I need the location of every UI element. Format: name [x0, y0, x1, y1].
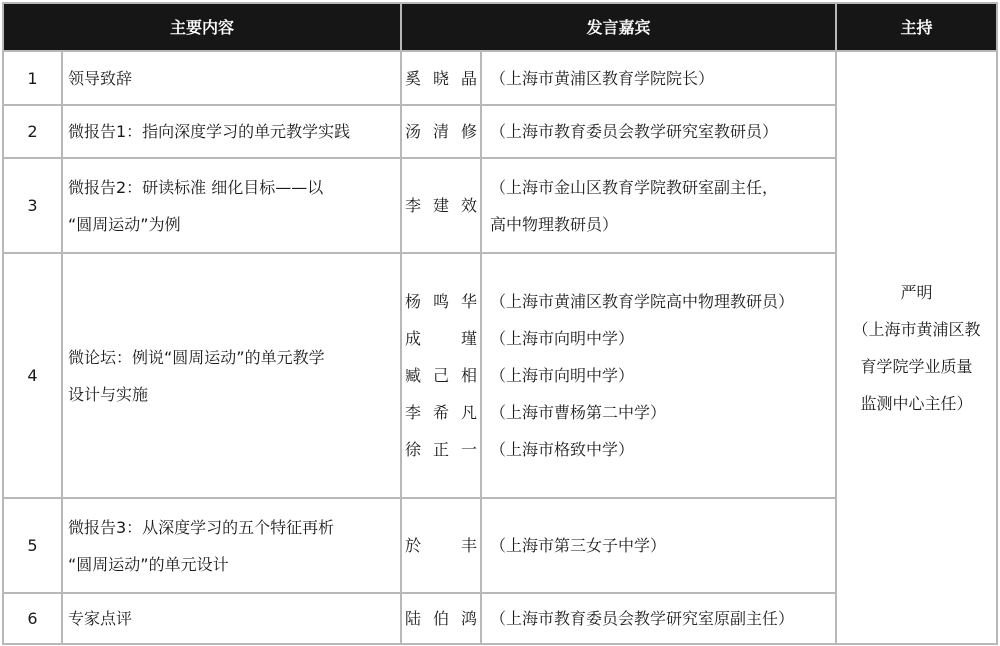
speaker-name [401, 51, 481, 105]
speaker-affiliation: （上海市向明中学） [490, 329, 635, 348]
speaker-name: 杨 鸣 华 [405, 292, 477, 311]
row-content [62, 51, 401, 105]
name-char: 李 [405, 196, 422, 215]
content-line: 微报告2：研读标准 细化目标——以 [68, 177, 324, 197]
row-number: 4 [3, 253, 62, 498]
speaker-names [401, 253, 481, 498]
name-char: 奚 [405, 68, 422, 88]
content-line: 微报告1：指向深度学习的单元教学实践 [68, 122, 351, 141]
name-char: 建 [433, 196, 450, 215]
name-char: 修 [460, 122, 477, 141]
header-speakers: 发言嘉宾 [401, 3, 836, 51]
row-number: 2 [3, 105, 62, 158]
speaker-affiliation: （上海市第三女子中学） [481, 498, 836, 593]
row-number: 5 [3, 498, 62, 593]
row-content [62, 593, 401, 644]
speaker-affiliations [481, 253, 836, 498]
name-char: 晶 [460, 68, 477, 88]
row-number: 6 [3, 593, 62, 644]
row-number: 1 [3, 51, 62, 105]
speaker-affiliation: （上海市教育委员会教学研究室原副主任） [481, 593, 836, 644]
content-line: 设计与实施 [68, 384, 149, 404]
speaker-affiliation: （上海市曹杨第二中学） [490, 403, 667, 422]
speaker-name [401, 498, 481, 593]
name-char: 陆 [405, 609, 422, 628]
speaker-name [401, 593, 481, 644]
speaker-affiliation: （上海市格致中学） [490, 440, 635, 459]
name-char: 於 [405, 536, 422, 555]
table-row [3, 51, 997, 105]
content-line: “圆周运动”的单元设计 [68, 554, 229, 574]
row-content [62, 105, 401, 158]
row-number: 3 [3, 158, 62, 253]
content-line: 微论坛：例说“圆周运动”的单元教学 [68, 347, 325, 367]
name-char: 鸿 [460, 609, 477, 628]
name-char: 效 [460, 196, 477, 215]
content-line: 微报告3：从深度学习的五个特征再析 [68, 517, 335, 537]
header-host: 主持 [836, 3, 997, 51]
row-content [62, 158, 401, 253]
speaker-name: 李 希 凡 [405, 403, 477, 422]
host-affiliation-line: 监测中心主任） [860, 393, 973, 413]
speaker-name: 成 瑾 [405, 329, 478, 348]
speaker-name: 臧 己 相 [405, 366, 477, 385]
speaker-name [401, 105, 481, 158]
header-content: 主要内容 [3, 3, 401, 51]
name-char: 丰 [461, 536, 478, 555]
content-line: 专家点评 [68, 609, 133, 628]
name-char: 清 [433, 122, 450, 141]
row-content [62, 498, 401, 593]
speaker-affiliation: （上海市向明中学） [490, 366, 635, 385]
affiliation-line: 高中物理教研员） [490, 214, 619, 234]
header-row [3, 3, 997, 51]
content-line: “圆周运动”为例 [68, 214, 181, 234]
speaker-affiliation: （上海市黄浦区教育学院院长） [481, 51, 836, 105]
host-name: 严明 [900, 282, 933, 302]
content-line: 领导致辞 [68, 68, 133, 88]
speaker-name [401, 158, 481, 253]
affiliation-line: （上海市金山区教育学院教研室副主任， [490, 177, 779, 197]
speaker-affiliation [481, 158, 836, 253]
host-cell [836, 51, 997, 644]
name-char: 晓 [433, 68, 450, 88]
name-char: 汤 [405, 122, 422, 141]
host-affiliation-line: 育学院学业质量 [860, 356, 973, 376]
agenda-table [2, 2, 998, 645]
speaker-name: 徐 正 一 [405, 440, 477, 459]
speaker-affiliation: （上海市教育委员会教学研究室教研员） [481, 105, 836, 158]
row-content [62, 253, 401, 498]
speaker-affiliation: （上海市黄浦区教育学院高中物理教研员） [490, 292, 795, 311]
name-char: 伯 [433, 609, 450, 628]
host-affiliation-line: （上海市黄浦区教 [852, 319, 981, 339]
